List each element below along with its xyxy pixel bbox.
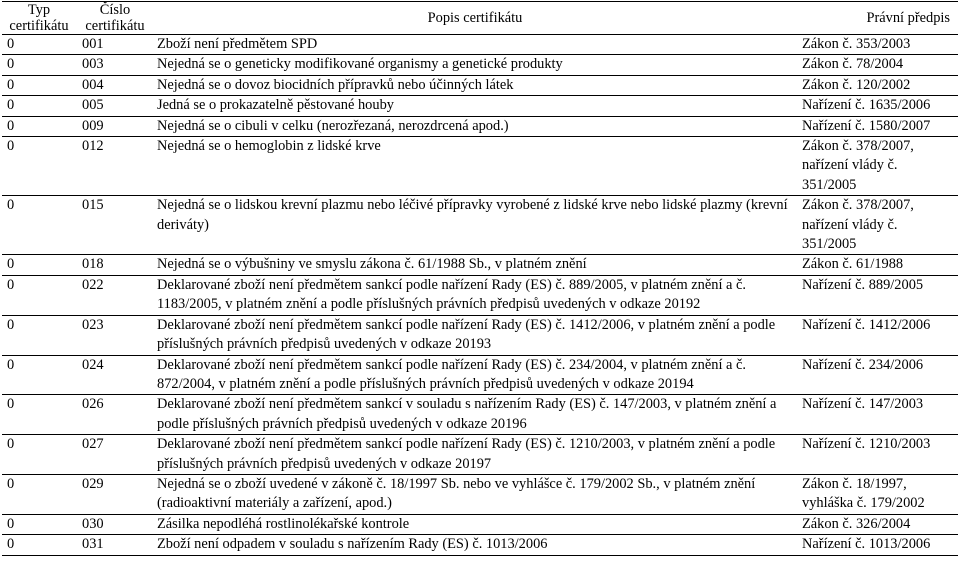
cell-type: 0	[2, 275, 76, 315]
cell-type: 0	[2, 55, 76, 75]
cell-description: Deklarované zboží není předmětem sankcí v souladu s nařízením Rady (ES) č. 147/2003, v platném znění a podle příslušných právních předpisů uvedených v odkaze 20196	[154, 395, 796, 435]
cell-law: Nařízení č. 1635/2006	[796, 96, 958, 116]
cell-description: Deklarované zboží není předmětem sankcí podle nařízení Rady (ES) č. 889/2005, v platném znění a č. 1183/2005, v platném znění a podle příslušných právních předpisů uvedených v odkaze 20192	[154, 275, 796, 315]
cell-type: 0	[2, 137, 76, 196]
cell-number: 012	[76, 137, 154, 196]
cell-description: Nejedná se o cibuli v celku (nerozřezaná, nerozdrcená apod.)	[154, 116, 796, 136]
table-row	[2, 535, 958, 555]
cell-description: Deklarované zboží není předmětem sankcí podle nařízení Rady (ES) č. 1412/2006, v platném znění a podle příslušných právních předpisů uvedených v odkaze 20193	[154, 315, 796, 355]
cell-law: Zákon č. 326/2004	[796, 514, 958, 534]
cell-type: 0	[2, 535, 76, 555]
cell-number: 029	[76, 474, 154, 514]
cell-number: 031	[76, 535, 154, 555]
cell-law: Zákon č. 78/2004	[796, 55, 958, 75]
cell-description: Deklarované zboží není předmětem sankcí podle nařízení Rady (ES) č. 1210/2003, v platném znění a podle příslušných právních předpisů uvedených v odkaze 20197	[154, 435, 796, 475]
cell-law: Zákon č. 353/2003	[796, 35, 958, 55]
cell-law: Nařízení č. 1580/2007	[796, 116, 958, 136]
cell-description: Nejedná se o zboží uvedené v zákoně č. 18/1997 Sb. nebo ve vyhlášce č. 179/2002 Sb., v platném znění (radioaktivní materiály a zařízení, apod.)	[154, 474, 796, 514]
table-row	[2, 55, 958, 75]
header-number: Číslo certifikátu	[76, 2, 154, 35]
cell-type: 0	[2, 116, 76, 136]
cell-description: Zboží není předmětem SPD	[154, 35, 796, 55]
table-row	[2, 315, 958, 355]
cell-description: Zásilka nepodléhá rostlinolékařské kontrole	[154, 514, 796, 534]
certificate-table	[2, 1, 958, 556]
cell-description: Jedná se o prokazatelně pěstované houby	[154, 96, 796, 116]
cell-description: Nejedná se o výbušniny ve smyslu zákona č. 61/1988 Sb., v platném znění	[154, 255, 796, 275]
cell-law: Zákon č. 18/1997, vyhláška č. 179/2002	[796, 474, 958, 514]
header-row	[2, 2, 958, 35]
cell-law: Zákon č. 378/2007, nařízení vlády č. 351/2005	[796, 137, 958, 196]
table-row	[2, 35, 958, 55]
cell-law: Nařízení č. 147/2003	[796, 395, 958, 435]
table-row	[2, 514, 958, 534]
cell-number: 026	[76, 395, 154, 435]
table-row	[2, 395, 958, 435]
cell-number: 001	[76, 35, 154, 55]
cell-law: Nařízení č. 234/2006	[796, 355, 958, 395]
header-law: Právní předpis	[796, 2, 958, 35]
cell-number: 030	[76, 514, 154, 534]
cell-type: 0	[2, 196, 76, 255]
table-row	[2, 474, 958, 514]
cell-number: 005	[76, 96, 154, 116]
cell-number: 009	[76, 116, 154, 136]
cell-type: 0	[2, 355, 76, 395]
table-row	[2, 275, 958, 315]
cell-number: 003	[76, 55, 154, 75]
cell-type: 0	[2, 514, 76, 534]
cell-description: Deklarované zboží není předmětem sankcí podle nařízení Rady (ES) č. 234/2004, v platném znění a č. 872/2004, v platném znění a podle příslušných právních předpisů uvedených v odkaze 20194	[154, 355, 796, 395]
table-row	[2, 96, 958, 116]
cell-law: Zákon č. 61/1988	[796, 255, 958, 275]
cell-description: Nejedná se o lidskou krevní plazmu nebo léčivé přípravky vyrobené z lidské krve nebo lidské plazmy (krevní deriváty)	[154, 196, 796, 255]
table-row	[2, 137, 958, 196]
table-row	[2, 196, 958, 255]
cell-law: Zákon č. 378/2007, nařízení vlády č. 351/2005	[796, 196, 958, 255]
table-row	[2, 355, 958, 395]
header-description: Popis certifikátu	[154, 2, 796, 35]
cell-law: Zákon č. 120/2002	[796, 75, 958, 95]
cell-law: Nařízení č. 889/2005	[796, 275, 958, 315]
table-row	[2, 75, 958, 95]
table-row	[2, 255, 958, 275]
table-row	[2, 435, 958, 475]
cell-number: 023	[76, 315, 154, 355]
cell-type: 0	[2, 75, 76, 95]
header-type: Typ certifikátu	[2, 2, 76, 35]
cell-type: 0	[2, 255, 76, 275]
cell-number: 004	[76, 75, 154, 95]
cell-number: 018	[76, 255, 154, 275]
cell-law: Nařízení č. 1013/2006	[796, 535, 958, 555]
cell-type: 0	[2, 96, 76, 116]
cell-description: Nejedná se o dovoz biocidních přípravků nebo účinných látek	[154, 75, 796, 95]
cell-number: 022	[76, 275, 154, 315]
cell-type: 0	[2, 435, 76, 475]
cell-description: Nejedná se o geneticky modifikované organismy a genetické produkty	[154, 55, 796, 75]
cell-law: Nařízení č. 1210/2003	[796, 435, 958, 475]
cell-type: 0	[2, 395, 76, 435]
cell-law: Nařízení č. 1412/2006	[796, 315, 958, 355]
cell-number: 027	[76, 435, 154, 475]
cell-type: 0	[2, 35, 76, 55]
cell-type: 0	[2, 474, 76, 514]
cell-description: Nejedná se o hemoglobin z lidské krve	[154, 137, 796, 196]
cell-type: 0	[2, 315, 76, 355]
cell-number: 015	[76, 196, 154, 255]
table-row	[2, 116, 958, 136]
cell-description: Zboží není odpadem v souladu s nařízením Rady (ES) č. 1013/2006	[154, 535, 796, 555]
cell-number: 024	[76, 355, 154, 395]
